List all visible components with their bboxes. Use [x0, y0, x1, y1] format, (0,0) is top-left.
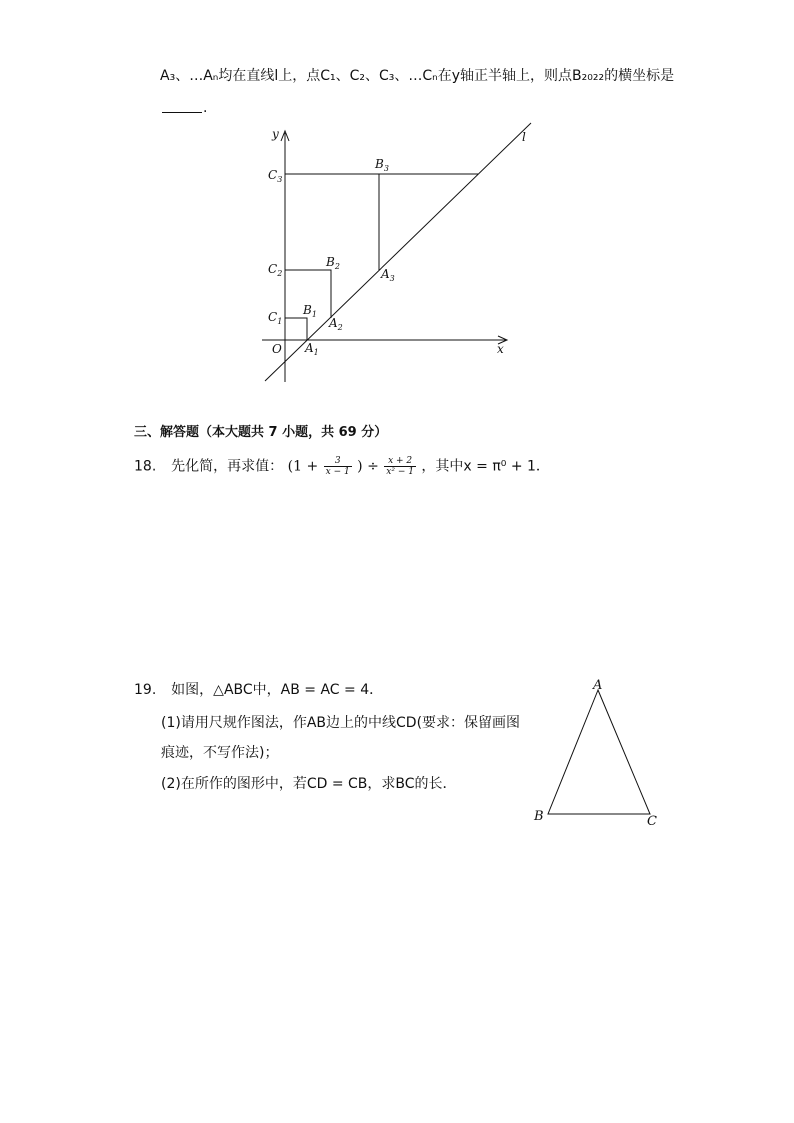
label-l: l — [522, 130, 526, 144]
q18-text-before: 先化简，再求值： — [171, 458, 284, 475]
label-C1: $C_1$ — [268, 310, 283, 326]
q19-number: 19. — [134, 682, 157, 698]
triangle-ABC — [548, 690, 650, 814]
label-x: x — [497, 342, 504, 356]
section-heading: 三、解答题（本大题共 7 小题，共 69 分） — [134, 425, 388, 440]
label-A3: $A_3$ — [381, 267, 395, 283]
label-y: y — [272, 127, 279, 141]
q19-intro: 如图，△ABC中，AB = AC = 4． — [171, 682, 384, 698]
q19-part1-a: (1)请用尺规作图法，作AB边上的中线CD(要求：保留画图 — [161, 715, 521, 731]
q17-period: . — [203, 100, 208, 116]
q19-part1-b: 痕迹，不写作法)； — [161, 745, 279, 761]
label-A: A — [593, 678, 603, 693]
q18-fraction-1: $\frac{3}{x - 1}$ — [325, 456, 350, 477]
label-C: C — [647, 814, 657, 829]
label-A1: $A_1$ — [305, 341, 319, 357]
q17-text: A₃、…Aₙ均在直线l上，点C₁、C₂、C₃、…Cₙ在y轴正半轴上，则点B₂₀₂₂的横坐标是 — [160, 68, 675, 84]
label-C2: $C_2$ — [268, 262, 283, 278]
label-A2: $A_2$ — [329, 316, 343, 332]
q18-text-after: ，其中x = π⁰ + 1． — [421, 458, 550, 475]
q18-fraction-2: $\frac{x + 2}{\text{x² − 1}}$ — [386, 456, 414, 477]
label-C3: $C_3$ — [268, 168, 283, 184]
label-B1: $B_1$ — [303, 303, 317, 319]
label-B2: $B_2$ — [326, 255, 340, 271]
label-B3: $B_3$ — [375, 157, 389, 173]
q18: 18. 先化简，再求值： (1 + $\frac{3}{x - 1}$ ) ÷ $\frac{x + 2}{\text{x² − 1}}$ ，其中x = π⁰ + 1． — [134, 456, 550, 477]
label-O: O — [272, 342, 282, 356]
q19-part2: (2)在所作的图形中，若CD = CB，求BC的长． — [161, 776, 457, 792]
q18-number: 18. — [134, 458, 157, 475]
label-B: B — [534, 809, 544, 824]
